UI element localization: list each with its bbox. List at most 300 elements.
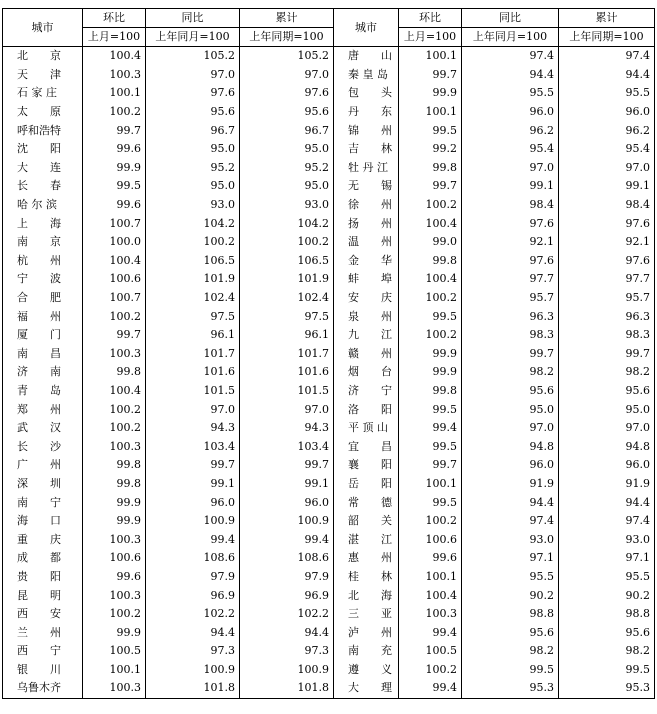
- mom-value-right: 100.4: [399, 214, 462, 233]
- table-row: [3, 568, 655, 587]
- city-name-right: 烟 台: [334, 363, 399, 382]
- city-name-right: 岳 阳: [334, 475, 399, 494]
- yoy-value-right: 98.4: [462, 196, 559, 215]
- mom-value-right: 99.7: [399, 177, 462, 196]
- city-name-right: 徐 州: [334, 196, 399, 215]
- cum-value-left: 101.5: [240, 382, 334, 401]
- cum-value-left: 99.7: [240, 456, 334, 475]
- mom-value-right: 99.9: [399, 84, 462, 103]
- header-yoy-base-left: 上年同月=100: [146, 28, 240, 47]
- city-name-right: 锦 州: [334, 121, 399, 140]
- city-name-left: 石 家 庄: [3, 84, 83, 103]
- mom-value-left: 100.7: [83, 214, 146, 233]
- cum-value-right: 98.2: [559, 363, 655, 382]
- price-index-table-container: [2, 8, 654, 699]
- city-name-left: 哈 尔 滨: [3, 196, 83, 215]
- yoy-value-right: 97.0: [462, 419, 559, 438]
- mom-value-left: 100.4: [83, 47, 146, 66]
- mom-value-left: 99.6: [83, 140, 146, 159]
- table-row: [3, 419, 655, 438]
- city-name-left: 合 肥: [3, 289, 83, 308]
- city-name-right: 金 华: [334, 252, 399, 271]
- cum-value-right: 99.1: [559, 177, 655, 196]
- city-name-left: 青 岛: [3, 382, 83, 401]
- yoy-value-right: 95.4: [462, 140, 559, 159]
- mom-value-left: 99.8: [83, 363, 146, 382]
- mom-value-right: 100.2: [399, 289, 462, 308]
- yoy-value-left: 94.4: [146, 623, 240, 642]
- cum-value-right: 97.6: [559, 214, 655, 233]
- mom-value-right: 100.2: [399, 512, 462, 531]
- city-name-left: 天 津: [3, 66, 83, 85]
- price-index-table: [2, 8, 655, 699]
- cum-value-right: 93.0: [559, 530, 655, 549]
- cum-value-right: 98.3: [559, 326, 655, 345]
- mom-value-left: 100.2: [83, 103, 146, 122]
- yoy-value-right: 99.7: [462, 345, 559, 364]
- mom-value-left: 100.3: [83, 66, 146, 85]
- mom-value-left: 99.8: [83, 475, 146, 494]
- yoy-value-left: 101.7: [146, 345, 240, 364]
- yoy-value-right: 96.3: [462, 307, 559, 326]
- city-name-left: 沈 阳: [3, 140, 83, 159]
- city-name-right: 大 理: [334, 679, 399, 698]
- city-name-left: 广 州: [3, 456, 83, 475]
- header-yoy-base-right: 上年同月=100: [462, 28, 559, 47]
- mom-value-left: 100.7: [83, 289, 146, 308]
- yoy-value-right: 94.4: [462, 493, 559, 512]
- table-body: [3, 47, 655, 699]
- yoy-value-left: 101.9: [146, 270, 240, 289]
- cum-value-right: 94.8: [559, 437, 655, 456]
- cum-value-right: 96.2: [559, 121, 655, 140]
- mom-value-right: 100.5: [399, 642, 462, 661]
- cum-value-left: 99.1: [240, 475, 334, 494]
- city-name-left: 郑 州: [3, 400, 83, 419]
- city-name-right: 丹 东: [334, 103, 399, 122]
- mom-value-left: 99.7: [83, 121, 146, 140]
- cum-value-right: 95.0: [559, 400, 655, 419]
- yoy-value-right: 97.1: [462, 549, 559, 568]
- city-name-right: 扬 州: [334, 214, 399, 233]
- city-name-left: 太 原: [3, 103, 83, 122]
- cum-value-right: 98.8: [559, 605, 655, 624]
- mom-value-left: 99.6: [83, 196, 146, 215]
- table-row: [3, 679, 655, 698]
- yoy-value-left: 102.2: [146, 605, 240, 624]
- table-row: [3, 363, 655, 382]
- cum-value-left: 106.5: [240, 252, 334, 271]
- city-name-right: 湛 江: [334, 530, 399, 549]
- city-name-right: 泉 州: [334, 307, 399, 326]
- cum-value-right: 98.4: [559, 196, 655, 215]
- mom-value-right: 100.6: [399, 530, 462, 549]
- mom-value-right: 99.2: [399, 140, 462, 159]
- table-row: [3, 214, 655, 233]
- table-row: [3, 196, 655, 215]
- mom-value-right: 100.1: [399, 103, 462, 122]
- city-name-right: 济 宁: [334, 382, 399, 401]
- city-name-right: 秦 皇 岛: [334, 66, 399, 85]
- cum-value-right: 95.6: [559, 623, 655, 642]
- city-name-left: 福 州: [3, 307, 83, 326]
- city-name-left: 杭 州: [3, 252, 83, 271]
- cum-value-left: 101.6: [240, 363, 334, 382]
- yoy-value-right: 94.8: [462, 437, 559, 456]
- city-name-right: 襄 阳: [334, 456, 399, 475]
- yoy-value-left: 99.4: [146, 530, 240, 549]
- header-yoy-left: 同比: [146, 9, 240, 28]
- header-cum-right: 累计: [559, 9, 655, 28]
- city-name-left: 宁 波: [3, 270, 83, 289]
- yoy-value-left: 101.8: [146, 679, 240, 698]
- yoy-value-right: 98.2: [462, 363, 559, 382]
- cum-value-left: 100.9: [240, 661, 334, 680]
- table-row: [3, 140, 655, 159]
- mom-value-right: 99.7: [399, 66, 462, 85]
- cum-value-right: 97.4: [559, 47, 655, 66]
- cum-value-left: 100.9: [240, 512, 334, 531]
- mom-value-left: 99.7: [83, 326, 146, 345]
- cum-value-left: 101.9: [240, 270, 334, 289]
- yoy-value-left: 101.6: [146, 363, 240, 382]
- mom-value-left: 100.6: [83, 549, 146, 568]
- yoy-value-left: 99.1: [146, 475, 240, 494]
- mom-value-right: 99.7: [399, 456, 462, 475]
- mom-value-left: 99.9: [83, 623, 146, 642]
- city-name-right: 牡 丹 江: [334, 159, 399, 178]
- table-row: [3, 177, 655, 196]
- table-row: [3, 493, 655, 512]
- yoy-value-right: 96.0: [462, 456, 559, 475]
- table-row: [3, 530, 655, 549]
- yoy-value-right: 97.0: [462, 159, 559, 178]
- mom-value-right: 99.4: [399, 419, 462, 438]
- cum-value-right: 99.7: [559, 345, 655, 364]
- cum-value-left: 102.4: [240, 289, 334, 308]
- city-name-right: 洛 阳: [334, 400, 399, 419]
- city-name-left: 南 宁: [3, 493, 83, 512]
- city-name-left: 乌鲁木齐: [3, 679, 83, 698]
- table-row: [3, 586, 655, 605]
- mom-value-left: 100.3: [83, 345, 146, 364]
- cum-value-right: 96.3: [559, 307, 655, 326]
- yoy-value-left: 97.5: [146, 307, 240, 326]
- cum-value-right: 95.7: [559, 289, 655, 308]
- yoy-value-right: 96.2: [462, 121, 559, 140]
- mom-value-left: 100.2: [83, 419, 146, 438]
- mom-value-left: 99.6: [83, 568, 146, 587]
- mom-value-right: 99.8: [399, 382, 462, 401]
- cum-value-right: 94.4: [559, 66, 655, 85]
- table-row: [3, 103, 655, 122]
- city-name-right: 赣 州: [334, 345, 399, 364]
- yoy-value-right: 95.7: [462, 289, 559, 308]
- city-name-left: 南 京: [3, 233, 83, 252]
- mom-value-right: 99.5: [399, 307, 462, 326]
- mom-value-right: 99.5: [399, 437, 462, 456]
- mom-value-right: 99.4: [399, 623, 462, 642]
- city-name-right: 宜 昌: [334, 437, 399, 456]
- yoy-value-right: 97.4: [462, 47, 559, 66]
- city-name-right: 泸 州: [334, 623, 399, 642]
- city-name-left: 厦 门: [3, 326, 83, 345]
- yoy-value-right: 95.0: [462, 400, 559, 419]
- cum-value-right: 95.6: [559, 382, 655, 401]
- table-row: [3, 642, 655, 661]
- city-name-right: 唐 山: [334, 47, 399, 66]
- cum-value-left: 94.3: [240, 419, 334, 438]
- yoy-value-left: 103.4: [146, 437, 240, 456]
- mom-value-left: 100.3: [83, 679, 146, 698]
- yoy-value-left: 104.2: [146, 214, 240, 233]
- cum-value-right: 91.9: [559, 475, 655, 494]
- yoy-value-right: 93.0: [462, 530, 559, 549]
- cum-value-right: 95.5: [559, 568, 655, 587]
- table-row: [3, 270, 655, 289]
- cum-value-right: 92.1: [559, 233, 655, 252]
- mom-value-left: 99.5: [83, 177, 146, 196]
- cum-value-left: 100.2: [240, 233, 334, 252]
- yoy-value-right: 95.5: [462, 84, 559, 103]
- cum-value-right: 96.0: [559, 456, 655, 475]
- mom-value-right: 99.5: [399, 121, 462, 140]
- mom-value-right: 100.3: [399, 605, 462, 624]
- mom-value-right: 99.5: [399, 493, 462, 512]
- cum-value-left: 95.0: [240, 140, 334, 159]
- mom-value-right: 100.4: [399, 586, 462, 605]
- cum-value-left: 93.0: [240, 196, 334, 215]
- city-name-left: 呼和浩特: [3, 121, 83, 140]
- cum-value-left: 95.6: [240, 103, 334, 122]
- city-name-left: 大 连: [3, 159, 83, 178]
- yoy-value-right: 97.6: [462, 214, 559, 233]
- header-mom-base-right: 上月=100: [399, 28, 462, 47]
- yoy-value-left: 101.5: [146, 382, 240, 401]
- table-row: [3, 66, 655, 85]
- yoy-value-left: 95.6: [146, 103, 240, 122]
- table-row: [3, 382, 655, 401]
- cum-value-right: 95.3: [559, 679, 655, 698]
- city-name-left: 武 汉: [3, 419, 83, 438]
- yoy-value-right: 98.3: [462, 326, 559, 345]
- cum-value-right: 95.5: [559, 84, 655, 103]
- city-name-left: 兰 州: [3, 623, 83, 642]
- cum-value-left: 95.2: [240, 159, 334, 178]
- city-name-left: 济 南: [3, 363, 83, 382]
- mom-value-left: 99.9: [83, 159, 146, 178]
- cum-value-left: 96.0: [240, 493, 334, 512]
- table-row: [3, 623, 655, 642]
- yoy-value-left: 100.9: [146, 512, 240, 531]
- table-row: [3, 289, 655, 308]
- table-row: [3, 121, 655, 140]
- mom-value-left: 100.6: [83, 270, 146, 289]
- city-name-right: 平 顶 山: [334, 419, 399, 438]
- cum-value-left: 105.2: [240, 47, 334, 66]
- city-name-right: 惠 州: [334, 549, 399, 568]
- mom-value-left: 100.1: [83, 84, 146, 103]
- cum-value-right: 97.4: [559, 512, 655, 531]
- mom-value-left: 100.3: [83, 586, 146, 605]
- cum-value-right: 98.2: [559, 642, 655, 661]
- yoy-value-right: 96.0: [462, 103, 559, 122]
- cum-value-left: 97.3: [240, 642, 334, 661]
- header-mom-base-left: 上月=100: [83, 28, 146, 47]
- mom-value-right: 100.2: [399, 196, 462, 215]
- city-name-right: 九 江: [334, 326, 399, 345]
- table-row: [3, 549, 655, 568]
- header-cum-left: 累计: [240, 9, 334, 28]
- mom-value-left: 100.3: [83, 437, 146, 456]
- cum-value-left: 95.0: [240, 177, 334, 196]
- city-name-left: 南 昌: [3, 345, 83, 364]
- city-name-right: 常 德: [334, 493, 399, 512]
- table-row: [3, 159, 655, 178]
- yoy-value-right: 97.7: [462, 270, 559, 289]
- cum-value-left: 103.4: [240, 437, 334, 456]
- yoy-value-right: 99.1: [462, 177, 559, 196]
- city-name-right: 安 庆: [334, 289, 399, 308]
- mom-value-left: 99.8: [83, 456, 146, 475]
- yoy-value-right: 98.8: [462, 605, 559, 624]
- cum-value-right: 95.4: [559, 140, 655, 159]
- yoy-value-left: 95.0: [146, 177, 240, 196]
- city-name-right: 桂 林: [334, 568, 399, 587]
- yoy-value-left: 93.0: [146, 196, 240, 215]
- mom-value-right: 100.2: [399, 661, 462, 680]
- city-name-right: 吉 林: [334, 140, 399, 159]
- yoy-value-right: 99.5: [462, 661, 559, 680]
- mom-value-left: 100.5: [83, 642, 146, 661]
- cum-value-right: 97.1: [559, 549, 655, 568]
- city-name-left: 西 宁: [3, 642, 83, 661]
- yoy-value-left: 96.1: [146, 326, 240, 345]
- table-row: [3, 252, 655, 271]
- header-cum-base-left: 上年同期=100: [240, 28, 334, 47]
- header-mom-left: 环比: [83, 9, 146, 28]
- yoy-value-right: 95.3: [462, 679, 559, 698]
- yoy-value-left: 95.0: [146, 140, 240, 159]
- cum-value-right: 97.6: [559, 252, 655, 271]
- yoy-value-left: 99.7: [146, 456, 240, 475]
- yoy-value-left: 105.2: [146, 47, 240, 66]
- mom-value-right: 100.1: [399, 475, 462, 494]
- yoy-value-left: 95.2: [146, 159, 240, 178]
- header-city-left: 城市: [3, 9, 83, 47]
- city-name-left: 上 海: [3, 214, 83, 233]
- city-name-left: 长 沙: [3, 437, 83, 456]
- header-row-top: [3, 9, 655, 28]
- cum-value-left: 94.4: [240, 623, 334, 642]
- mom-value-right: 99.4: [399, 679, 462, 698]
- header-yoy-right: 同比: [462, 9, 559, 28]
- table-row: [3, 233, 655, 252]
- cum-value-left: 97.9: [240, 568, 334, 587]
- yoy-value-right: 97.6: [462, 252, 559, 271]
- mom-value-right: 100.1: [399, 568, 462, 587]
- yoy-value-right: 94.4: [462, 66, 559, 85]
- city-name-left: 重 庆: [3, 530, 83, 549]
- mom-value-left: 100.2: [83, 605, 146, 624]
- city-name-right: 韶 关: [334, 512, 399, 531]
- mom-value-right: 99.5: [399, 400, 462, 419]
- yoy-value-left: 97.3: [146, 642, 240, 661]
- header-city-right: 城市: [334, 9, 399, 47]
- table-row: [3, 326, 655, 345]
- cum-value-left: 104.2: [240, 214, 334, 233]
- city-name-left: 海 口: [3, 512, 83, 531]
- mom-value-left: 100.2: [83, 307, 146, 326]
- yoy-value-left: 97.6: [146, 84, 240, 103]
- table-row: [3, 661, 655, 680]
- yoy-value-left: 97.0: [146, 66, 240, 85]
- cum-value-left: 102.2: [240, 605, 334, 624]
- mom-value-left: 99.9: [83, 493, 146, 512]
- mom-value-right: 100.1: [399, 47, 462, 66]
- city-name-left: 银 川: [3, 661, 83, 680]
- yoy-value-right: 95.6: [462, 623, 559, 642]
- table-row: [3, 437, 655, 456]
- yoy-value-left: 97.0: [146, 400, 240, 419]
- yoy-value-left: 97.9: [146, 568, 240, 587]
- yoy-value-left: 96.9: [146, 586, 240, 605]
- mom-value-left: 100.3: [83, 530, 146, 549]
- city-name-right: 南 充: [334, 642, 399, 661]
- yoy-value-left: 96.7: [146, 121, 240, 140]
- table-row: [3, 47, 655, 66]
- cum-value-right: 97.0: [559, 159, 655, 178]
- mom-value-right: 100.4: [399, 270, 462, 289]
- city-name-left: 长 春: [3, 177, 83, 196]
- yoy-value-left: 96.0: [146, 493, 240, 512]
- yoy-value-right: 92.1: [462, 233, 559, 252]
- cum-value-right: 97.7: [559, 270, 655, 289]
- cum-value-left: 97.6: [240, 84, 334, 103]
- mom-value-right: 99.9: [399, 363, 462, 382]
- mom-value-right: 99.6: [399, 549, 462, 568]
- table-row: [3, 475, 655, 494]
- city-name-right: 三 亚: [334, 605, 399, 624]
- yoy-value-right: 91.9: [462, 475, 559, 494]
- table-row: [3, 307, 655, 326]
- mom-value-right: 100.2: [399, 326, 462, 345]
- city-name-right: 无 锡: [334, 177, 399, 196]
- city-name-right: 北 海: [334, 586, 399, 605]
- cum-value-left: 97.0: [240, 66, 334, 85]
- yoy-value-right: 90.2: [462, 586, 559, 605]
- table-row: [3, 345, 655, 364]
- header-mom-right: 环比: [399, 9, 462, 28]
- cum-value-left: 96.1: [240, 326, 334, 345]
- yoy-value-left: 102.4: [146, 289, 240, 308]
- cum-value-right: 97.0: [559, 419, 655, 438]
- yoy-value-right: 95.5: [462, 568, 559, 587]
- mom-value-left: 100.1: [83, 661, 146, 680]
- mom-value-right: 99.0: [399, 233, 462, 252]
- header-row-base: [3, 28, 655, 47]
- mom-value-left: 100.0: [83, 233, 146, 252]
- header-cum-base-right: 上年同期=100: [559, 28, 655, 47]
- mom-value-left: 100.4: [83, 382, 146, 401]
- cum-value-left: 97.0: [240, 400, 334, 419]
- yoy-value-right: 97.4: [462, 512, 559, 531]
- cum-value-left: 108.6: [240, 549, 334, 568]
- cum-value-left: 101.8: [240, 679, 334, 698]
- mom-value-right: 99.9: [399, 345, 462, 364]
- cum-value-right: 90.2: [559, 586, 655, 605]
- mom-value-left: 99.9: [83, 512, 146, 531]
